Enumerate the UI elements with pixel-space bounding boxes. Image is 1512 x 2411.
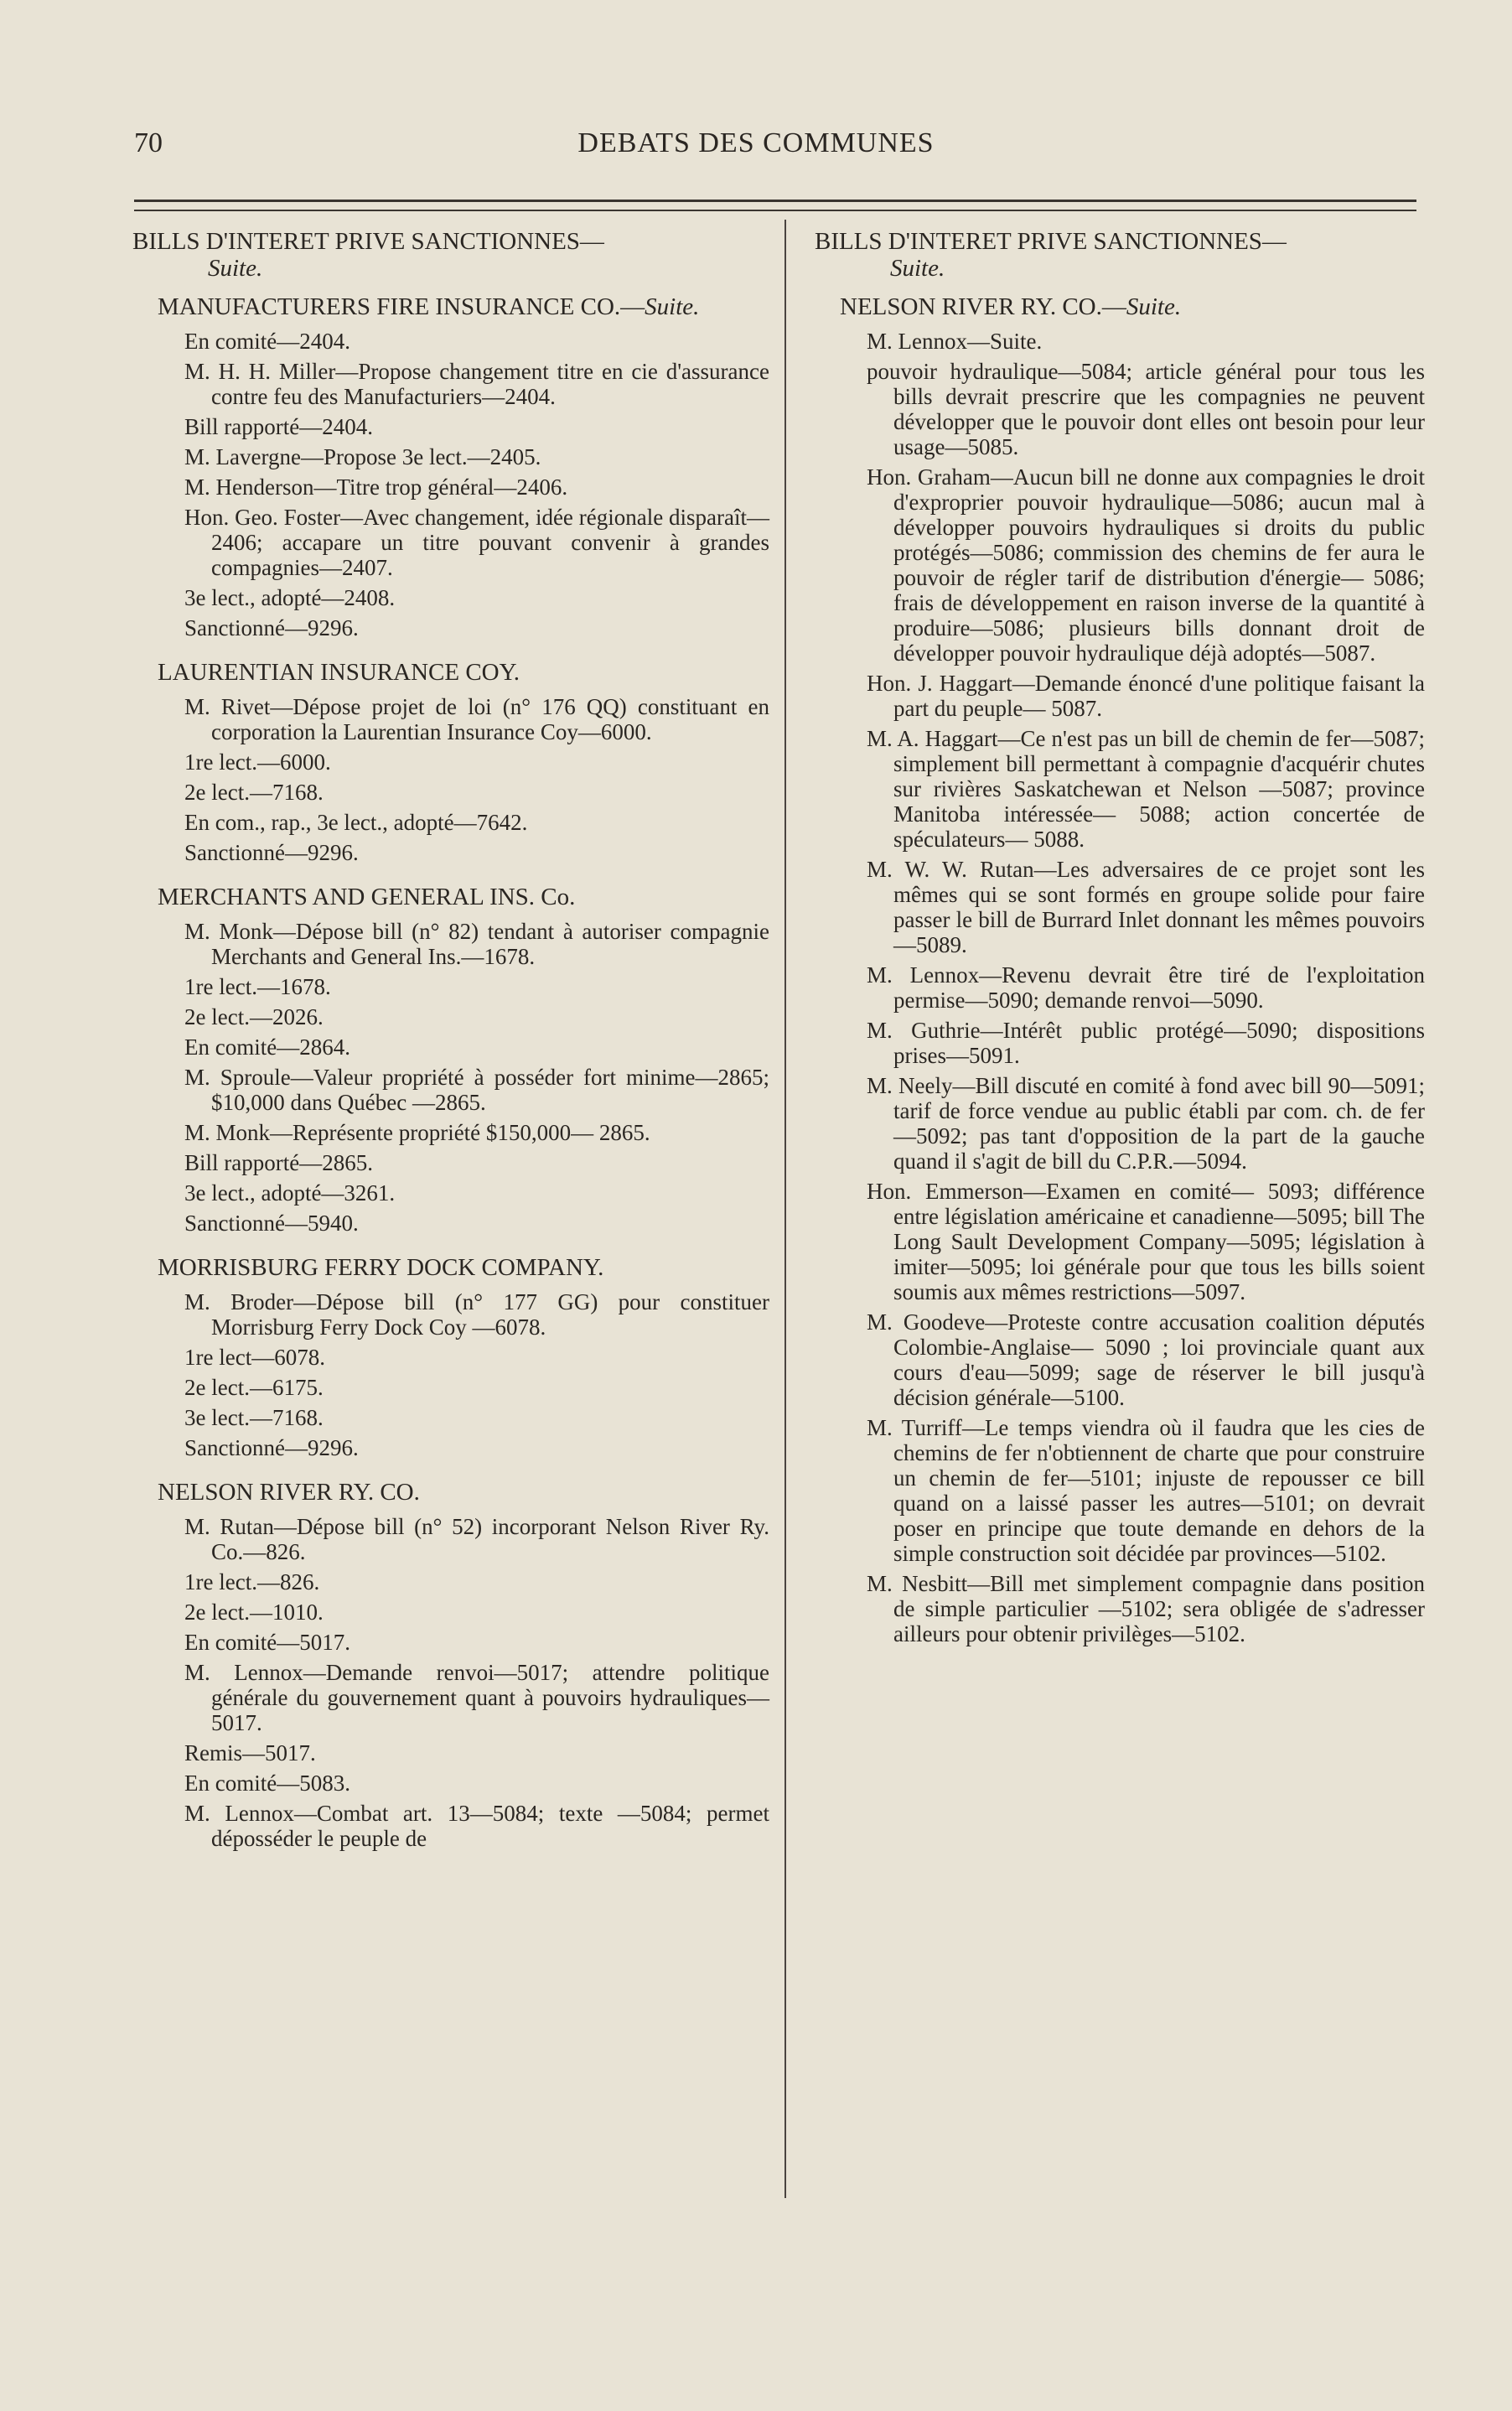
index-entry: M. Rutan—Dépose bill (n° 52) incorporant Nelson River Ry. Co.—826. — [184, 1514, 769, 1564]
index-entry: Bill rapporté—2865. — [184, 1150, 373, 1175]
index-entry: Sanctionné—5940. — [184, 1211, 359, 1236]
index-entry: M. Guthrie—Intérêt public protégé—5090; dispositions prises—5091. — [867, 1018, 1425, 1068]
index-entry: En comité—5017. — [184, 1630, 350, 1655]
index-entry: M. Lavergne—Propose 3e lect.—2405. — [184, 444, 541, 469]
index-entry: M. Turriff—Le temps viendra où il faudra que les cies de chemins de fer n'obtiennent de charte que pour construire un chemin de fer—5101; injuste de repousser ce bill quand on a laissé passer les autres—5101; on devrait poser en principe que toute demande en dehors de la simple construction soit décidée par provinces—5102. — [867, 1415, 1425, 1566]
index-entry: 1re lect.—1678. — [184, 974, 331, 999]
column-divider — [784, 220, 786, 2198]
index-entry: En comité—2404. — [184, 329, 350, 354]
section-title: MERCHANTS AND GENERAL INS. Co. — [158, 884, 576, 910]
index-entry: Hon. Geo. Foster—Avec changement, idée régionale disparaît—2406; accapare un titre pouvant convenir à grandes compagnies—2407. — [184, 505, 769, 580]
index-entry: M. Lennox—Demande renvoi—5017; attendre politique générale du gouvernement quant à pouvoirs hydrauliques—5017. — [184, 1660, 769, 1735]
index-entry: 3e lect., adopté—2408. — [184, 585, 396, 610]
index-entry: Hon. Emmerson—Examen en comité— 5093; différence entre législation américaine et canadienne—5095; bill The Long Sault Development Company—5095; législation à imiter—5095; loi générale pour que tous les bills soient soumis aux mêmes restrictions—5097. — [867, 1179, 1425, 1304]
index-entry: M. Lennox—Suite. — [867, 329, 1043, 354]
index-entry: pouvoir hydraulique—5084; article général pour tous les bills devrait prescrire que les compagnies ne peuvent développer que le pouvoir dont elles ont besoin pour leur usage—5085. — [867, 359, 1425, 459]
index-entry: Sanctionné—9296. — [184, 1435, 359, 1460]
index-entry: M. Lennox—Combat art. 13—5084; texte —5084; permet déposséder le peuple de — [184, 1801, 769, 1851]
right-entries — [815, 329, 1425, 1646]
index-entry: 2e lect.—7168. — [184, 780, 324, 805]
index-entry: M. Broder—Dépose bill (n° 177 GG) pour constituer Morrisburg Ferry Dock Coy —6078. — [184, 1289, 769, 1340]
index-entry: 2e lect.—2026. — [184, 1004, 324, 1029]
column-heading: BILLS D'INTERET PRIVE SANCTIONNES— Suite. — [132, 228, 604, 282]
index-entry: Bill rapporté—2404. — [184, 414, 373, 439]
left-sections — [132, 293, 769, 1851]
index-entry: En comité—5083. — [184, 1771, 350, 1796]
index-entry: Remis—5017. — [184, 1740, 316, 1765]
section-title: MORRISBURG FERRY DOCK COMPANY. — [158, 1254, 604, 1281]
index-entry: M. Goodeve—Proteste contre accusation coalition députés Colombie-Anglaise— 5090 ; loi provinciale quant aux cours d'eau—5099; sage de réserver le bill jusqu'à décision générale—5100. — [867, 1309, 1425, 1410]
index-entry: 1re lect—6078. — [184, 1345, 325, 1370]
left-column — [132, 228, 769, 1856]
index-entry: 3e lect., adopté—3261. — [184, 1180, 396, 1206]
section-title: NELSON RIVER RY. CO. — [158, 1479, 420, 1506]
index-entry: 3e lect.—7168. — [184, 1405, 324, 1430]
index-entry: Hon. J. Haggart—Demande énoncé d'une politique faisant la part du peuple— 5087. — [867, 671, 1425, 721]
column-heading: BILLS D'INTERET PRIVE SANCTIONNES— Suite. — [815, 228, 1287, 282]
index-entry: 1re lect.—6000. — [184, 749, 331, 775]
index-entry: M. A. Haggart—Ce n'est pas un bill de chemin de fer—5087; simplement bill permettant à compagnie d'acquérir chutes sur rivières Saskatchewan et Nelson —5087; province Manitoba intéressée— 5088; action concertée de spéculateurs— 5088. — [867, 726, 1425, 852]
section-title: MANUFACTURERS FIRE INSURANCE CO.—Suite. — [158, 293, 700, 320]
page-number: 70 — [134, 127, 163, 158]
running-title: DEBATS DES COMMUNES — [577, 127, 935, 158]
index-entry: M. H. H. Miller—Propose changement titre en cie d'assurance contre feu des Manufacturiers—2404. — [184, 359, 769, 409]
index-entry: En com., rap., 3e lect., adopté—7642. — [184, 810, 528, 835]
index-entry: M. Rivet—Dépose projet de loi (n° 176 QQ) constituant en corporation la Laurentian Insurance Coy—6000. — [184, 694, 769, 744]
index-entry: M. Henderson—Titre trop général—2406. — [184, 474, 568, 500]
index-entry: M. W. W. Rutan—Les adversaires de ce projet sont les mêmes qui se sont formés en groupe solide pour faire passer le bill de Burrard Inlet donnant les mêmes pouvoirs—5089. — [867, 857, 1425, 957]
section-title: NELSON RIVER RY. CO.—Suite. — [840, 293, 1182, 320]
index-entry: M. Neely—Bill discuté en comité à fond avec bill 90—5091; tarif de force vendue au public établi par com. ch. de fer —5092; pas tant d'opposition de la part de la gauche quand il s'agit de bill du C.P.R.—5094. — [867, 1073, 1425, 1174]
index-entry: Sanctionné—9296. — [184, 840, 359, 865]
index-entry: Sanctionné—9296. — [184, 615, 359, 640]
index-entry: 2e lect.—6175. — [184, 1375, 324, 1400]
index-entry: 2e lect.—1010. — [184, 1600, 324, 1625]
index-entry: Hon. Graham—Aucun bill ne donne aux compagnies le droit d'exproprier pouvoir hydraulique—5086; aucun mal à développer pouvoirs hydrauliques si droits du public protégés—5086; commission des chemins de fer aura le pouvoir de régler tarif de distribution d'énergie— 5086; frais de développement en raison inverse de la quantité à produire—5086; plusieurs bills donnant droit de développer pouvoir hydraulique déjà adoptés—5087. — [867, 464, 1425, 666]
index-entry: 1re lect.—826. — [184, 1569, 320, 1594]
header-rule-thin — [134, 210, 1416, 211]
index-entry: M. Monk—Représente propriété $150,000— 2865. — [184, 1120, 650, 1145]
index-entry: M. Sproule—Valeur propriété à posséder fort minime—2865; $10,000 dans Québec —2865. — [184, 1065, 769, 1115]
index-entry: En comité—2864. — [184, 1034, 350, 1060]
section-title: LAURENTIAN INSURANCE COY. — [158, 659, 520, 686]
index-entry: M. Lennox—Revenu devrait être tiré de l'exploitation permise—5090; demande renvoi—5090. — [867, 962, 1425, 1013]
header-rule — [134, 200, 1416, 202]
right-column — [815, 228, 1425, 1651]
index-entry: M. Nesbitt—Bill met simplement compagnie dans position de simple particulier —5102; sera obligée de s'adresser ailleurs pour obtenir privilèges—5102. — [867, 1571, 1425, 1646]
index-entry: M. Monk—Dépose bill (n° 82) tendant à autoriser compagnie Merchants and General Ins.—1678. — [184, 919, 769, 969]
